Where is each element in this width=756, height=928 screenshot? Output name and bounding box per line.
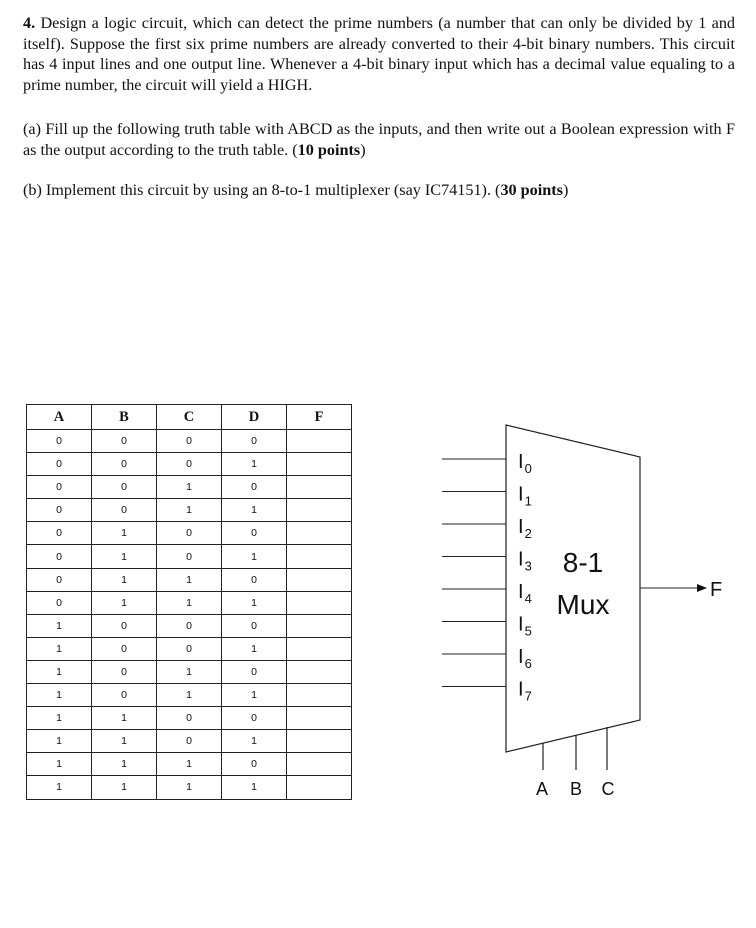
truth-table-cell-c: 1	[157, 591, 222, 614]
truth-table-cell-d: 1	[222, 591, 287, 614]
truth-table-cell-d: 0	[222, 430, 287, 453]
truth-table-cell-d: 1	[222, 684, 287, 707]
truth-table-cell-d: 1	[222, 776, 287, 799]
truth-table-cell-a: 1	[27, 684, 92, 707]
mux-input-subscript: 7	[524, 688, 532, 704]
truth-table-header-c: C	[157, 405, 222, 430]
truth-table-cell-d: 0	[222, 614, 287, 637]
truth-table-cell-a: 0	[27, 499, 92, 522]
truth-table-cell-d: 0	[222, 660, 287, 683]
part-b-close: )	[562, 181, 569, 199]
truth-table-cell-c: 1	[157, 568, 222, 591]
truth-table-cell-d: 1	[222, 453, 287, 476]
part-a-close: )	[360, 140, 366, 159]
truth-table-cell-b: 1	[92, 776, 157, 799]
truth-table-cell-b: 1	[92, 591, 157, 614]
truth-table-cell-b: 0	[92, 614, 157, 637]
truth-table-header-f: F	[287, 405, 352, 430]
part-a-points: 10 points	[297, 140, 361, 159]
truth-table-cell-c: 0	[157, 637, 222, 660]
mux-input-subscript: 6	[524, 656, 532, 671]
truth-table-cell-d: 0	[222, 476, 287, 499]
mux-input-subscript: 1	[524, 493, 532, 509]
truth-table-cell-d: 1	[222, 499, 287, 522]
truth-table-cell-b: 0	[92, 430, 157, 453]
truth-table-cell-a: 0	[27, 522, 92, 545]
truth-table-cell-b: 1	[92, 522, 157, 545]
truth-table-cell-d: 1	[222, 730, 287, 753]
mux-title-line2: Mux	[556, 589, 610, 620]
truth-table-cell-b: 0	[92, 660, 157, 683]
mux-input-letter: I	[518, 548, 524, 571]
mux-input-subscript: 4	[524, 591, 532, 606]
mux-input-letter: I	[518, 678, 524, 701]
part-a-text: (a) Fill up the following truth table with ABCD as the inputs, and then write out a Boolean expression with F as the output according to the truth table. (	[23, 120, 735, 159]
truth-table-header-a: A	[27, 405, 92, 430]
mux-input-letter: I	[518, 483, 524, 506]
mux-input-letter: I	[518, 613, 524, 636]
truth-table-cell-c: 1	[157, 753, 222, 776]
truth-table-cell-d: 0	[222, 753, 287, 776]
mux-input-letter: I	[518, 646, 524, 668]
mux-select-label-c: C	[601, 779, 615, 799]
truth-table-cell-d: 0	[222, 568, 287, 591]
truth-table-cell-c: 0	[157, 614, 222, 637]
truth-table-cell-a: 1	[27, 660, 92, 683]
truth-table-header-b: B	[92, 405, 157, 430]
truth-table-cell-b: 1	[92, 568, 157, 591]
part-b-text: (b) Implement this circuit by using an 8-to-1 multiplexer (say IC74151). (	[23, 181, 501, 199]
truth-table-cell-b: 1	[92, 730, 157, 753]
truth-table-cell-c: 0	[157, 453, 222, 476]
mux-input-lines	[442, 459, 506, 687]
truth-table-cell-c: 1	[157, 499, 222, 522]
truth-table-cell-b: 1	[92, 545, 157, 568]
truth-table-cell-a: 0	[27, 591, 92, 614]
mux-input-subscript: 2	[524, 526, 532, 541]
mux-title-line1: 8-1	[562, 547, 604, 578]
truth-table-cell-a: 0	[27, 545, 92, 568]
mux-input-subscript: 5	[524, 623, 532, 639]
truth-table-cell-a: 1	[27, 753, 92, 776]
truth-table-cell-c: 1	[157, 776, 222, 799]
truth-table-cell-b: 1	[92, 753, 157, 776]
truth-table-cell-b: 0	[92, 684, 157, 707]
truth-table-cell-c: 0	[157, 730, 222, 753]
truth-table-cell-c: 0	[157, 522, 222, 545]
truth-table-cell-c: 0	[157, 545, 222, 568]
mux-input-subscript: 0	[524, 461, 532, 476]
mux-output-arrow	[697, 584, 707, 592]
truth-table-cell-a: 0	[27, 568, 92, 591]
problem-intro-text: Design a logic circuit, which can detect the prime numbers (a number that can only be divided by 1 and itself). Suppose the first six prime numbers are already converted to their 4-bit binary numbers. This circuit has 4 input lines and one output line. Whenever a 4-bit binary input which has a decimal value equaling to a prime number, the circuit will yield a HIGH.	[23, 14, 736, 94]
truth-table-cell-a: 1	[27, 707, 92, 730]
part-b-points: 30 points	[500, 181, 563, 199]
truth-table-cell-b: 0	[92, 637, 157, 660]
truth-table-cell-a: 0	[27, 453, 92, 476]
truth-table-cell-c: 1	[157, 476, 222, 499]
truth-table-header-d: D	[222, 405, 287, 430]
truth-table-cell-a: 1	[27, 637, 92, 660]
truth-table-cell-a: 0	[27, 476, 92, 499]
truth-table-cell-b: 0	[92, 476, 157, 499]
truth-table-cell-d: 1	[222, 637, 287, 660]
mux-input-letter: I	[518, 516, 524, 538]
truth-table-cell-b: 0	[92, 453, 157, 476]
mux-output-label: F	[710, 579, 723, 601]
truth-table-cell-d: 0	[222, 522, 287, 545]
problem-number: 4.	[23, 14, 36, 32]
truth-table-cell-b: 1	[92, 707, 157, 730]
truth-table-cell-c: 0	[157, 430, 222, 453]
truth-table-cell-b: 0	[92, 499, 157, 522]
mux-select-label-a: A	[535, 779, 549, 799]
truth-table-cell-c: 0	[157, 707, 222, 730]
truth-table-cell-c: 1	[157, 684, 222, 707]
truth-table-cell-a: 1	[27, 614, 92, 637]
mux-select-label-b: B	[569, 779, 583, 799]
truth-table-cell-a: 1	[27, 776, 92, 799]
mux-input-letter: I	[518, 451, 524, 473]
truth-table-cell-c: 1	[157, 660, 222, 683]
mux-input-subscript: 3	[524, 558, 532, 574]
mux-input-letter: I	[518, 581, 524, 603]
truth-table-cell-a: 0	[27, 430, 92, 453]
truth-table-cell-d: 1	[222, 545, 287, 568]
truth-table-cell-d: 0	[222, 707, 287, 730]
truth-table-cell-a: 1	[27, 730, 92, 753]
